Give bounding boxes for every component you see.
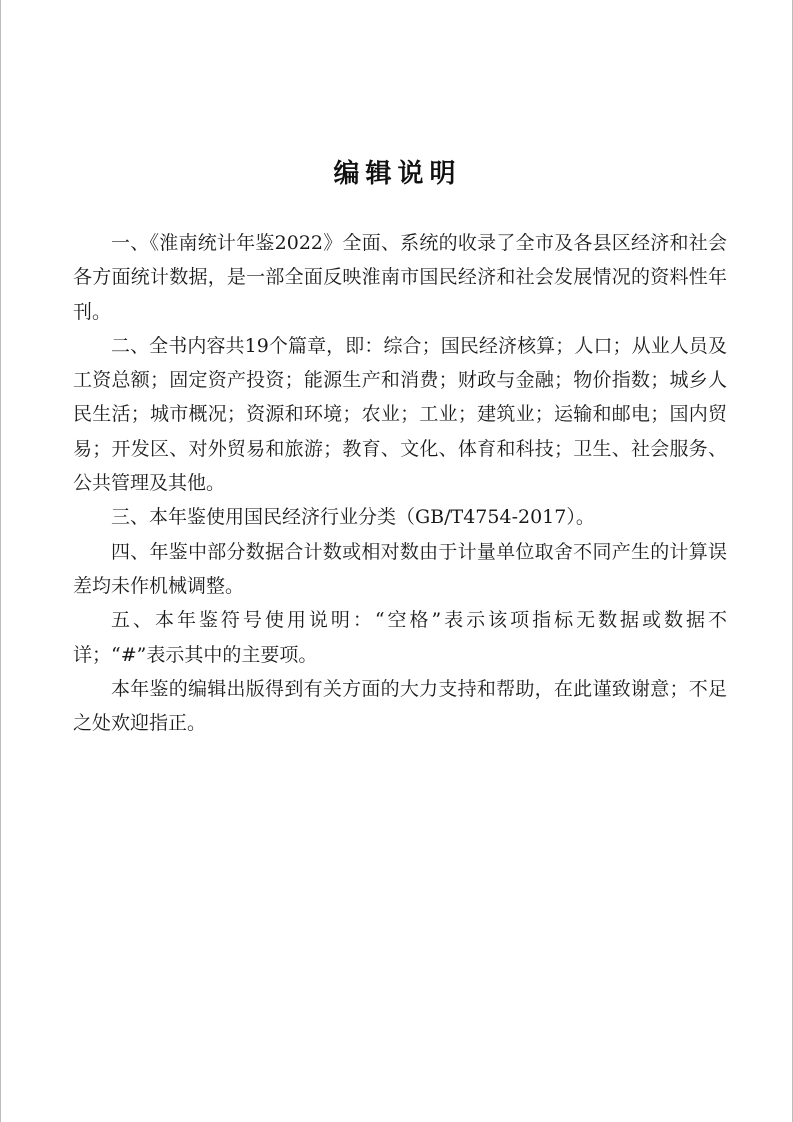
page-title: 编辑说明 — [333, 159, 462, 189]
paragraph-1-scope: 一、《淮南统计年鉴2022》全面、系统的收录了全市及各县区经济和社会各方面统计数据，是一部全面反映淮南市国民经济和社会发展情况的资料性年刊。 — [73, 232, 727, 323]
paragraph-6-acknowledgement: 本年鉴的编辑出版得到有关方面的大力支持和帮助，在此谨致谢意；不足之处欢迎指正。 — [73, 677, 727, 735]
paragraph-4-rounding: 四、年鉴中部分数据合计数或相对数由于计量单位取舍不同产生的计算误差均未作机械调整。 — [73, 540, 727, 597]
paragraph-3-classification: 三、本年鉴使用国民经济行业分类（GB/T4754-2017）。 — [111, 506, 595, 529]
paragraph-5-symbols: 五、本年鉴符号使用说明：“空格”表示该项指标无数据或数据不详；“#”表示其中的主要项。 — [73, 609, 727, 666]
document-body — [73, 226, 727, 740]
paragraph-2-chapters: 二、全书内容共19个篇章，即：综合；国民经济核算；人口；从业人员及工资总额；固定资产投资；能源生产和消费；财政与金融；物价指数；城乡人民生活；城市概况；资源和环境；农业；工业；建筑业；运输和邮电；国内贸易；开发区、对外贸易和旅游；教育、文化、体育和科技；卫生、社会服务、公共管理及其他。 — [73, 334, 727, 495]
